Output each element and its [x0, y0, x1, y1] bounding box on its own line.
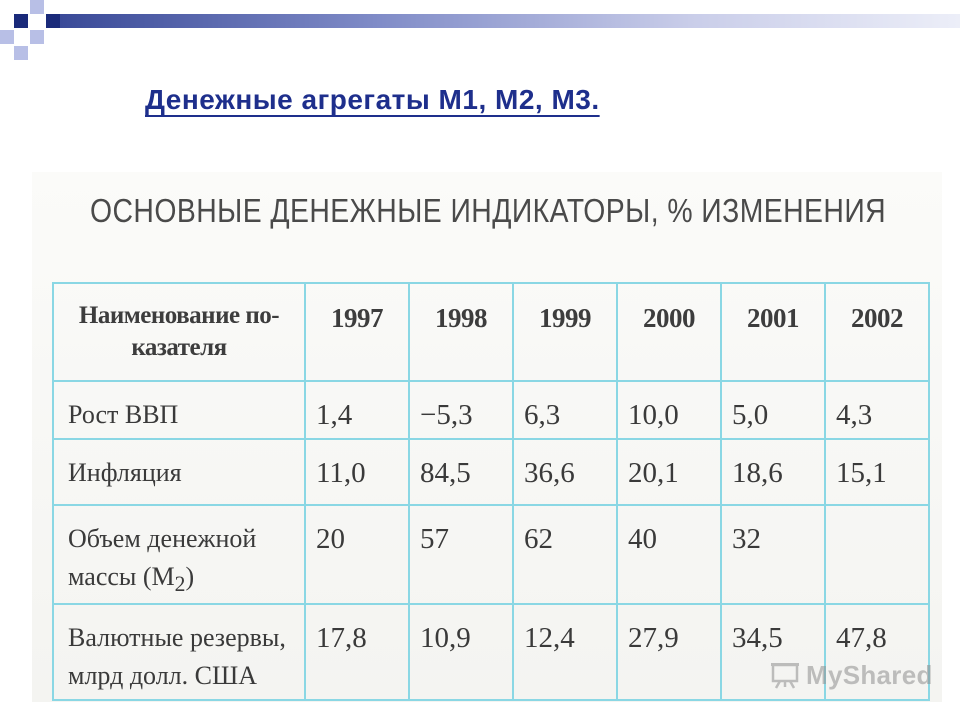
table-cell: 62 [513, 505, 617, 604]
header-year: 2001 [721, 283, 825, 381]
table-cell: −5,3 [409, 381, 513, 439]
decor-square [14, 46, 28, 60]
row-label-close-paren: ) [185, 562, 195, 591]
table-cell: 47,8 [825, 604, 929, 700]
decor-square [30, 0, 44, 14]
table-row [53, 439, 929, 505]
table-cell: 12,4 [513, 604, 617, 700]
row-label-line2-text: массы (M [68, 562, 175, 591]
table-cell: 10,0 [617, 381, 721, 439]
table-cell: 34,5 [721, 604, 825, 700]
table-cell: 57 [409, 505, 513, 604]
header-year: 2002 [825, 283, 929, 381]
decor-square [0, 30, 14, 44]
row-label-line1: Валютные резервы, [68, 623, 286, 653]
row-label [53, 604, 305, 700]
row-label-subscript: 2 [174, 572, 186, 597]
indicators-table-wrapper [52, 282, 930, 701]
decor-gradient-bar [60, 14, 960, 28]
table-header-row [53, 283, 929, 381]
table-cell: 20,1 [617, 439, 721, 505]
header-year: 1998 [409, 283, 513, 381]
header-year: 2000 [617, 283, 721, 381]
table-cell: 10,9 [409, 604, 513, 700]
table-cell: 11,0 [305, 439, 409, 505]
decor-square [30, 30, 44, 44]
table-cell: 5,0 [721, 381, 825, 439]
watermark-text: MyShared [806, 659, 933, 690]
table-cell: 20 [305, 505, 409, 604]
table-cell: 15,1 [825, 439, 929, 505]
slide-title: Денежные агрегаты М1, М2, М3. [145, 84, 600, 115]
presentation-icon [770, 660, 800, 690]
header-indicator-name [53, 283, 305, 381]
table-cell: 17,8 [305, 604, 409, 700]
table-cell: 6,3 [513, 381, 617, 439]
table-row [53, 505, 929, 604]
header-year: 1997 [305, 283, 409, 381]
table-cell: 84,5 [409, 439, 513, 505]
table-cell: 36,6 [513, 439, 617, 505]
row-label-line2 [68, 562, 195, 597]
table-cell: 1,4 [305, 381, 409, 439]
table-heading: ОСНОВНЫЕ ДЕНЕЖНЫЕ ИНДИКАТОРЫ, % ИЗМЕНЕНИЯ [90, 192, 887, 229]
table-cell [825, 505, 929, 604]
decor-square [46, 14, 60, 28]
table-cell: 4,3 [825, 381, 929, 439]
watermark [770, 655, 933, 695]
header-year: 1999 [513, 283, 617, 381]
row-label-line1: Объем денежной [68, 524, 257, 553]
row-label [53, 505, 305, 604]
table-cell: 40 [617, 505, 721, 604]
decor-square [14, 14, 28, 28]
row-label: Рост ВВП [53, 381, 305, 439]
indicators-table [52, 282, 930, 701]
header-name-line2: казателя [131, 334, 227, 361]
table-cell: 27,9 [617, 604, 721, 700]
row-label: Инфляция [53, 439, 305, 505]
row-label-line2: млрд долл. США [68, 661, 257, 691]
table-cell: 18,6 [721, 439, 825, 505]
header-name-line1: Наименование по- [78, 302, 280, 329]
table-row [53, 381, 929, 439]
table-cell: 32 [721, 505, 825, 604]
